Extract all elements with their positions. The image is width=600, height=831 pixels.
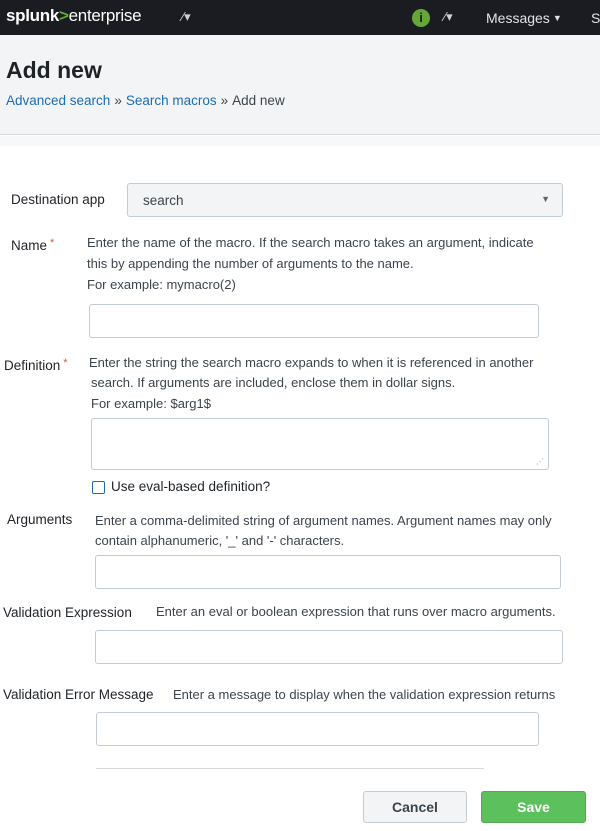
definition-label-text: Definition xyxy=(4,358,61,373)
cancel-button[interactable]: Cancel xyxy=(363,791,467,823)
page-title: Add new xyxy=(6,57,102,83)
eval-definition-label[interactable]: Use eval-based definition? xyxy=(111,479,271,494)
name-help-line-1: Enter the name of the macro. If the search macro takes an argument, indicate xyxy=(87,235,534,250)
arguments-input[interactable] xyxy=(95,555,561,589)
arguments-label: Arguments xyxy=(7,512,73,527)
validation-expression-label: Validation Expression xyxy=(3,605,132,620)
validation-error-message-help: Enter a message to display when the validation expression returns xyxy=(173,687,556,702)
logo-enterprise-text: enterprise xyxy=(68,6,142,25)
settings-menu-edge[interactable]: S xyxy=(591,10,600,26)
destination-app-select[interactable] xyxy=(127,183,563,217)
definition-help-line-1: Enter the string the search macro expands to when it is referenced in another xyxy=(89,355,534,370)
eval-definition-checkbox[interactable] xyxy=(92,481,105,494)
breadcrumb-current: Add new xyxy=(232,93,285,108)
definition-textarea[interactable] xyxy=(91,418,549,470)
validation-expression-input[interactable] xyxy=(95,630,563,664)
breadcrumb xyxy=(6,93,285,108)
destination-app-value: search xyxy=(143,193,184,208)
header-spacer xyxy=(0,136,600,146)
definition-label xyxy=(4,357,68,373)
breadcrumb-separator: » xyxy=(114,93,122,108)
messages-label: Messages xyxy=(486,10,550,26)
validation-error-message-label: Validation Error Message xyxy=(3,687,154,702)
resize-grip-icon[interactable]: ⋰ xyxy=(536,457,544,466)
chevron-down-icon: ▼ xyxy=(541,194,550,204)
activity-icon[interactable]: ⁄▾ xyxy=(182,9,191,24)
arguments-help-line-1: Enter a comma-delimited string of argument names. Argument names may only xyxy=(95,513,552,528)
top-bar xyxy=(0,0,600,35)
name-help-line-2: this by appending the number of arguments to the name. xyxy=(87,256,414,271)
breadcrumb-advanced-search[interactable]: Advanced search xyxy=(6,93,111,108)
breadcrumb-separator: » xyxy=(220,93,229,108)
required-marker: * xyxy=(50,237,55,249)
logo-chevron: > xyxy=(59,6,69,25)
activity-menu-icon[interactable]: ⁄▾ xyxy=(444,9,453,24)
destination-app-label: Destination app xyxy=(11,192,105,207)
arguments-help-line-2: contain alphanumeric, '_' and '-' characters. xyxy=(95,533,345,548)
required-marker: * xyxy=(63,357,68,369)
chevron-down-icon: ▼ xyxy=(552,13,562,23)
splunk-logo[interactable] xyxy=(6,6,141,26)
name-label xyxy=(11,237,54,253)
save-button[interactable]: Save xyxy=(481,791,586,823)
validation-expression-help: Enter an eval or boolean expression that runs over macro arguments. xyxy=(156,604,556,619)
name-label-text: Name xyxy=(11,238,48,253)
info-icon[interactable]: i xyxy=(412,9,430,27)
form-footer-divider xyxy=(96,768,484,769)
name-help-line-3: For example: mymacro(2) xyxy=(87,277,236,292)
breadcrumb-search-macros[interactable]: Search macros xyxy=(125,93,217,108)
name-input[interactable] xyxy=(89,304,539,338)
definition-help-line-3: For example: $arg1$ xyxy=(91,396,211,411)
logo-splunk-text: splunk xyxy=(6,6,59,25)
messages-menu[interactable] xyxy=(486,10,562,26)
page-header xyxy=(0,35,600,135)
validation-error-message-input[interactable] xyxy=(96,712,539,746)
definition-help-line-2: search. If arguments are included, enclose them in dollar signs. xyxy=(91,375,456,390)
